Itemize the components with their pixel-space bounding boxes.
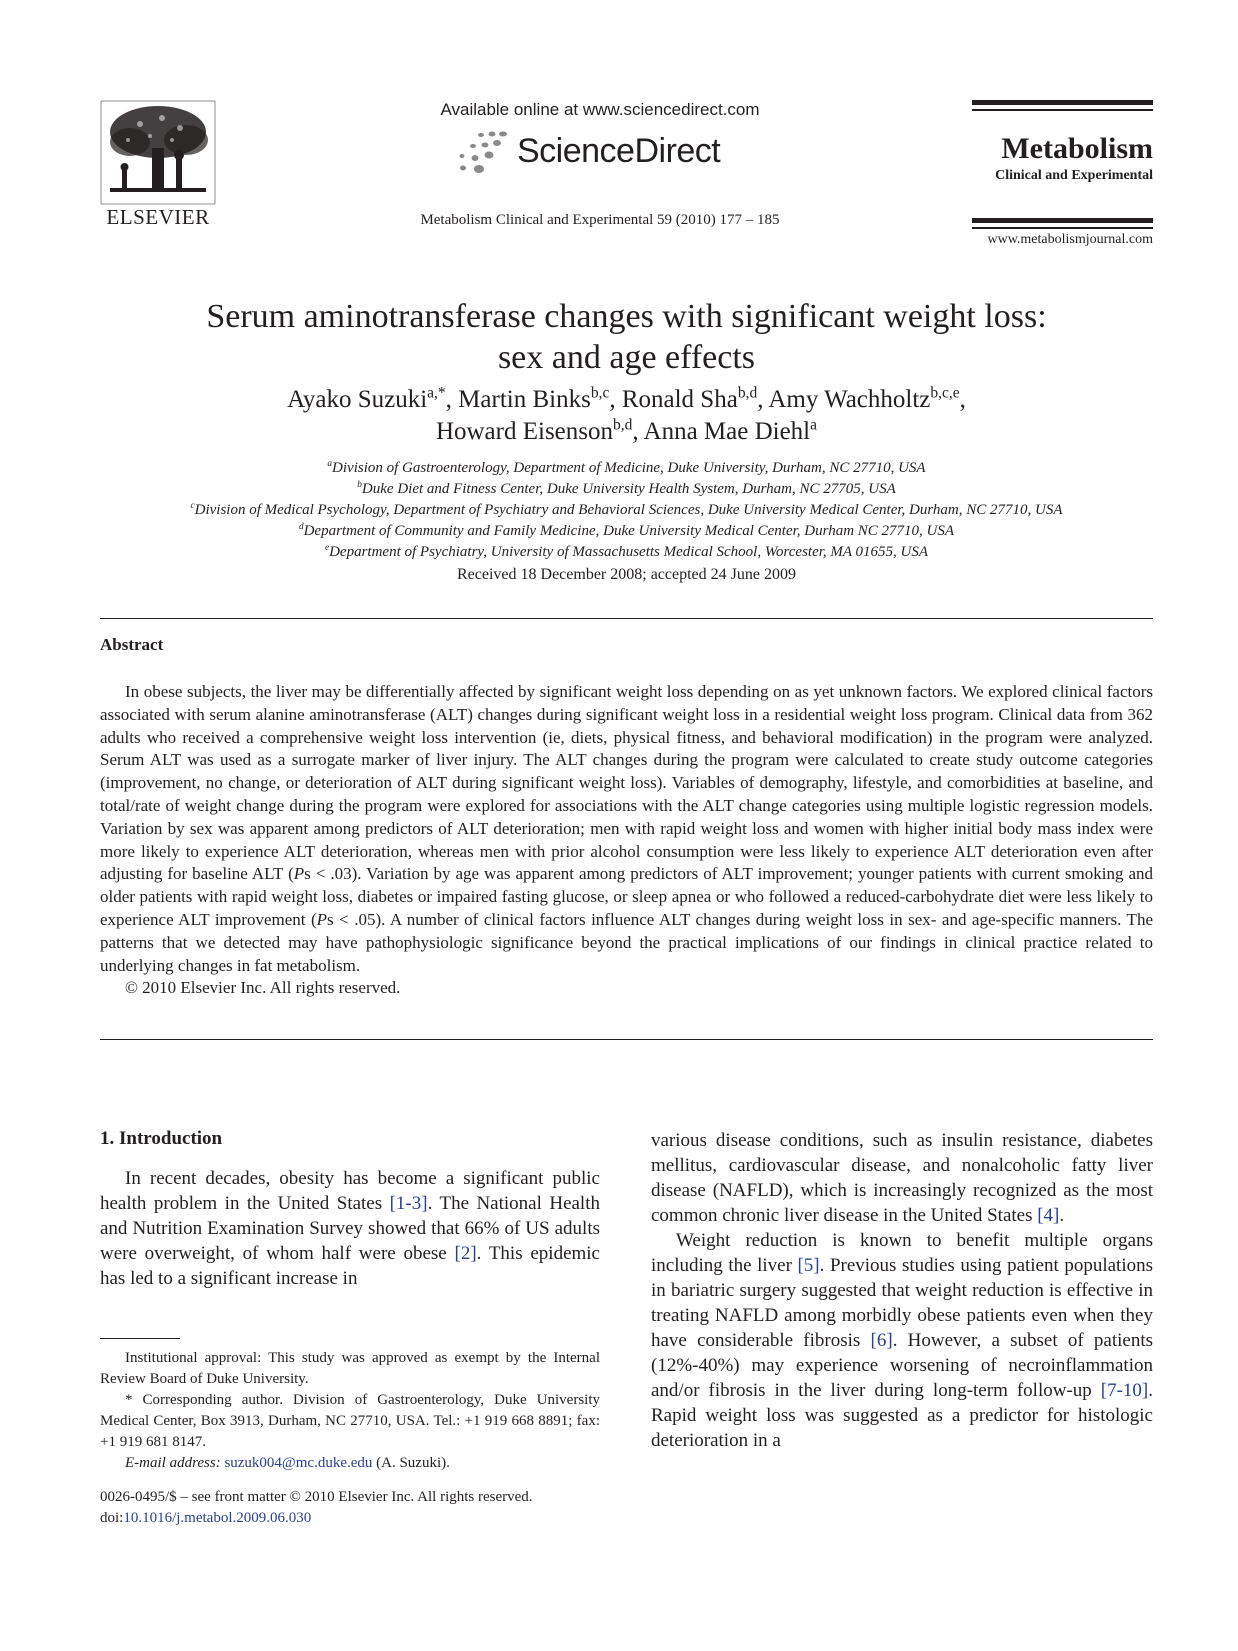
- affiliation-mark: b: [357, 480, 362, 490]
- affiliation-text: Department of Psychiatry, University of Massachusetts Medical School, Worcester, MA 01655, USA: [329, 544, 929, 560]
- author-affiliation-mark[interactable]: a,*: [427, 384, 446, 402]
- abstract-text: s < .05). A number of clinical factors influence ALT changes during weight loss in sex- and age-specific manners. The patterns that we detected may have pathophysiologic significance beyond the practical implications of our findings in clinical practice related to underlying changes in fat metabolism.: [100, 909, 1153, 975]
- sciencedirect-dots-icon: [445, 128, 515, 182]
- author-separator: ,: [445, 386, 459, 413]
- author-affiliation-mark[interactable]: b,c: [590, 384, 610, 402]
- affiliation-text: Department of Community and Family Medicine, Duke University Medical Center, Durham NC 27710, USA: [303, 523, 955, 539]
- header-rule: [972, 109, 1153, 111]
- reference-link[interactable]: [4]: [1037, 1205, 1060, 1226]
- publisher-name: ELSEVIER: [106, 205, 210, 229]
- author-name[interactable]: Martin Binks: [458, 386, 591, 413]
- copyright-notice: © 2010 Elsevier Inc. All rights reserved.: [125, 978, 401, 998]
- author-separator: ,: [632, 418, 644, 445]
- body-text: . Previous studies using patient populations in bariatric surgery suggested that weight reduction is effective in treating NAFLD among morbidly obese patients even when they have considerable fibrosis: [651, 1255, 1153, 1351]
- header-rule: [972, 100, 1153, 105]
- article-title: [100, 296, 1153, 378]
- body-text: . The National Health and Nutrition Examination Survey showed that 66% of US adults were overweight, of whom half were obese: [100, 1193, 600, 1264]
- author-name[interactable]: Ronald Sha: [621, 386, 738, 413]
- header-rule: [972, 218, 1153, 223]
- author-affiliation-mark[interactable]: a: [810, 416, 818, 434]
- affiliation-mark: a: [327, 459, 333, 469]
- reference-link[interactable]: [5]: [797, 1255, 820, 1276]
- section-heading-introduction: 1. Introduction: [100, 1128, 223, 1149]
- journal-name: Metabolism: [1001, 132, 1153, 165]
- header-rule: [972, 227, 1153, 229]
- affiliation-item: [100, 479, 1153, 500]
- abstract-paragraph: [100, 681, 1153, 977]
- footnote-email: [100, 1453, 600, 1474]
- author-list: [100, 384, 1153, 448]
- abstract-italic: P: [293, 864, 305, 884]
- affiliation-list: [100, 458, 1153, 563]
- footnotes: [100, 1348, 600, 1474]
- author-affiliation-mark[interactable]: b,d: [613, 416, 633, 434]
- journal-subtitle: Clinical and Experimental: [995, 168, 1153, 183]
- affiliation-mark: c: [190, 501, 195, 511]
- author-separator: ,: [959, 386, 966, 413]
- journal-citation: Metabolism Clinical and Experimental 59 (2010) 177 – 185: [420, 212, 780, 228]
- author-affiliation-mark[interactable]: b,c,e: [930, 384, 960, 402]
- body-text: . Rapid weight loss was suggested as a predictor for histologic deterioration in a: [651, 1380, 1153, 1451]
- affiliation-text: Division of Gastroenterology, Department of Medicine, Duke University, Durham, NC 27710, USA: [332, 460, 926, 476]
- right-column-text: [651, 1128, 1153, 1453]
- author-name[interactable]: Amy Wachholtz: [768, 386, 931, 413]
- author-line: [100, 416, 1153, 448]
- reference-link[interactable]: [2]: [454, 1243, 477, 1264]
- affiliation-item: [100, 542, 1153, 563]
- affiliation-mark: e: [324, 543, 330, 553]
- abstract-bottom-rule: [100, 1039, 1153, 1040]
- doi-line: [100, 1508, 600, 1529]
- body-text: . However, a subset of patients (12%-40%) may experience worsening of necroinflammation and/or fibrosis in the liver during long-term follow-up: [651, 1330, 1153, 1401]
- author-separator: ,: [609, 386, 622, 413]
- reference-link[interactable]: [6]: [870, 1330, 893, 1351]
- title-line: Serum aminotransferase changes with significant weight loss:: [206, 298, 1047, 335]
- affiliation-text: Duke Diet and Fitness Center, Duke University Health System, Durham, NC 27705, USA: [361, 481, 896, 497]
- body-paragraph: [651, 1228, 1153, 1453]
- available-online-text: Available online at www.sciencedirect.com: [440, 100, 760, 119]
- body-text: .: [1059, 1205, 1065, 1226]
- sciencedirect-wordmark: ScienceDirect: [517, 132, 721, 170]
- author-name[interactable]: Ayako Suzuki: [287, 386, 428, 413]
- tree-icon: [100, 100, 216, 205]
- email-link[interactable]: suzuk004@mc.duke.edu: [224, 1455, 373, 1471]
- email-label: E-mail address:: [125, 1455, 221, 1471]
- doi-link[interactable]: 10.1016/j.metabol.2009.06.030: [123, 1510, 312, 1526]
- front-matter-notice: 0026-0495/$ – see front matter © 2010 Elsevier Inc. All rights reserved.: [100, 1489, 533, 1505]
- received-dates: Received 18 December 2008; accepted 24 June 2009: [457, 566, 796, 583]
- affiliation-mark: d: [298, 522, 304, 532]
- affiliation-item: [100, 500, 1153, 521]
- affiliation-item: [100, 458, 1153, 479]
- abstract-top-rule: [100, 618, 1153, 619]
- front-matter: [100, 1487, 600, 1529]
- author-affiliation-mark[interactable]: b,d: [737, 384, 758, 402]
- sciencedirect-logo: [445, 128, 745, 182]
- abstract-heading: Abstract: [100, 635, 164, 654]
- abstract-italic: P: [316, 909, 328, 929]
- author-line: [100, 384, 1153, 416]
- left-column-text: [100, 1166, 600, 1291]
- abstract-body: [100, 681, 1153, 1000]
- affiliation-text: Division of Medical Psychology, Department of Psychiatry and Behavioral Sciences, Duke University Medical Center, Durham, NC 27710, USA: [194, 502, 1063, 518]
- body-paragraph: [100, 1166, 600, 1291]
- footnote-corresponding: * Corresponding author. Division of Gastroenterology, Duke University Medical Center, Box 3913, Durham, NC 27710, USA. Tel.: +1 919 668 8891; fax: +1 919 681 8147.: [100, 1392, 600, 1450]
- footnote-approval: Institutional approval: This study was approved as exempt by the Internal Review Board of Duke University.: [100, 1350, 600, 1387]
- body-text: In recent decades, obesity has become a significant public health problem in the United States: [100, 1168, 600, 1214]
- email-suffix: (A. Suzuki).: [372, 1455, 450, 1471]
- abstract-text: In obese subjects, the liver may be differentially affected by significant weight loss depending on as yet unknown factors. We explored clinical factors associated with serum alanine aminotransferase (ALT) changes during significant weight loss in a residential weight loss program. Clinical data from 362 adults who received a comprehensive weight loss intervention (ie, diets, physical fitness, and behavioral modification) in the program were analyzed. Serum ALT was used as a surrogate marker of liver injury. The ALT changes during the program were calculated to create study outcome categories (improvement, no change, or deterioration of ALT during significant weight loss). Variables of demography, lifestyle, and comorbidities at baseline, and total/rate of weight change during the program were explored for associations with the ALT change categories using multiple logistic regression models. Variation by sex was apparent among predictors of ALT deterioration; men with rapid weight loss and women with higher initial body mass index were more likely to experience ALT deterioration, whereas men with prior alcohol consumption were less likely to experience ALT deterioration even after adjusting for baseline ALT (: [100, 682, 1153, 884]
- author-separator: ,: [757, 386, 769, 413]
- body-paragraph: [651, 1128, 1153, 1228]
- affiliation-item: [100, 521, 1153, 542]
- reference-link[interactable]: [1-3]: [389, 1193, 428, 1214]
- author-name[interactable]: Howard Eisenson: [435, 418, 614, 445]
- footnote-rule: [100, 1338, 180, 1339]
- body-text: various disease conditions, such as insulin resistance, diabetes mellitus, cardiovascular disease, and nonalcoholic fatty liver disease (NAFLD), which is increasingly recognized as the most common chronic liver disease in the United States: [651, 1130, 1153, 1226]
- body-text: Weight reduction is known to benefit multiple organs including the liver: [651, 1230, 1153, 1276]
- journal-url-link[interactable]: www.metabolismjournal.com: [987, 232, 1153, 247]
- abstract-text: s < .03). Variation by age was apparent among predictors of ALT improvement; younger patients with current smoking and older patients with rapid weight loss, diabetes or impaired fasting glucose, or sleep apnea or who followed a reduced-carbohydrate diet were less likely to experience ALT improvement (: [100, 864, 1153, 929]
- doi-label: doi:: [100, 1510, 124, 1526]
- title-line: sex and age effects: [497, 339, 756, 376]
- reference-link[interactable]: [7-10]: [1100, 1380, 1149, 1401]
- body-text: . This epidemic has led to a significant increase in: [100, 1243, 600, 1289]
- author-name[interactable]: Anna Mae Diehl: [643, 418, 811, 445]
